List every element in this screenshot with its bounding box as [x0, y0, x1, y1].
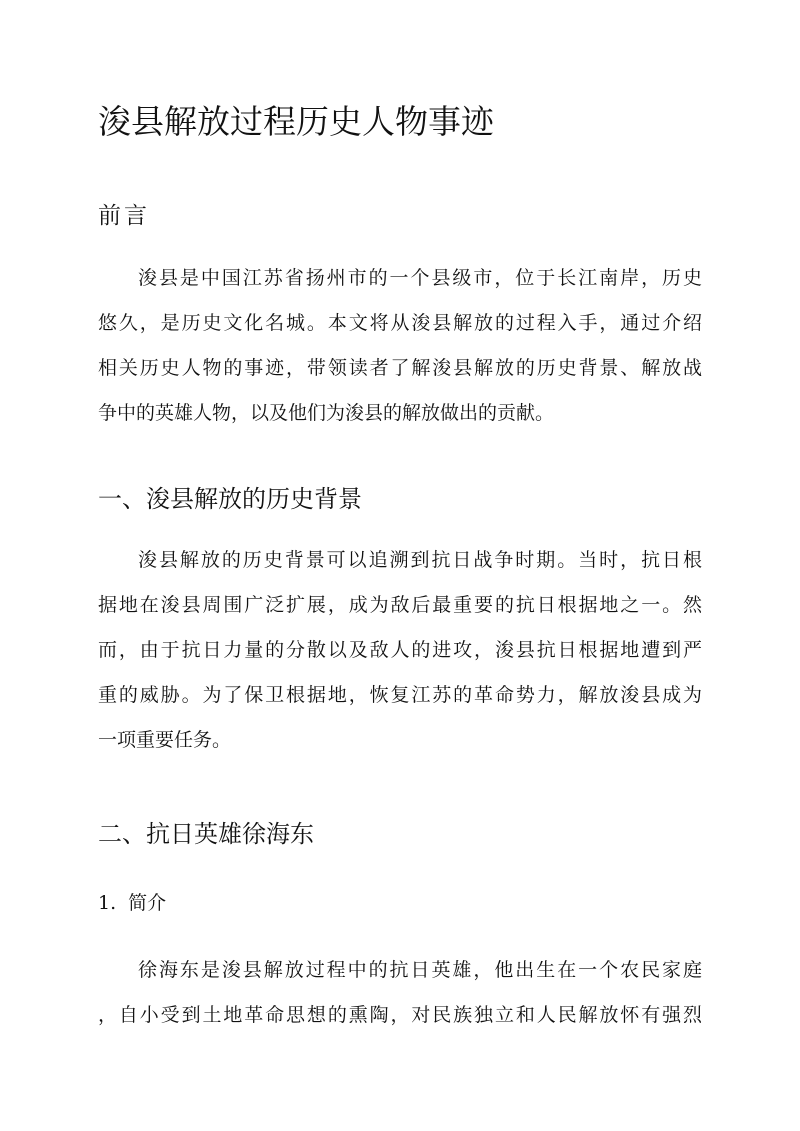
paragraph-line: 一项重要任务。 [98, 729, 232, 751]
section1-paragraph [98, 548, 702, 773]
paragraph-line: ，自小受到土地革命思想的熏陶，对民族独立和人民解放怀有强烈 [98, 1004, 702, 1026]
paragraph-line: 重的威胁。为了保卫根据地，恢复江苏的革命势力，解放浚县成为 [98, 684, 702, 706]
subsection-title: 简介 [128, 892, 167, 914]
section-heading-1: 一、浚县解放的历史背景 [98, 485, 362, 513]
subsection-number: 1. [98, 892, 117, 914]
section-heading-2: 二、抗日英雄徐海东 [98, 820, 314, 848]
paragraph-line: 而，由于抗日力量的分散以及敌人的进攻，浚县抗日根据地遭到严 [98, 639, 702, 661]
subsection-heading [98, 888, 166, 915]
paragraph-line: 徐海东是浚县解放过程中的抗日英雄，他出生在一个农民家庭 [138, 959, 702, 981]
paragraph-line: 悠久，是历史文化名城。本文将从浚县解放的过程入手，通过介绍 [98, 312, 702, 334]
paragraph-line: 据地在浚县周围广泛扩展，成为敌后最重要的抗日根据地之一。然 [98, 594, 702, 616]
paragraph-line: 相关历史人物的事迹，带领读者了解浚县解放的历史背景、解放战 [98, 357, 702, 379]
paragraph-line: 浚县解放的历史背景可以追溯到抗日战争时期。当时，抗日根 [138, 549, 702, 571]
preface-paragraph [98, 266, 702, 446]
paragraph-line: 浚县是中国江苏省扬州市的一个县级市，位于长江南岸，历史 [138, 267, 702, 289]
preface-heading: 前言 [98, 203, 150, 229]
subsection-paragraph [98, 958, 702, 1048]
document-title: 浚县解放过程历史人物事迹 [98, 102, 494, 141]
paragraph-line: 争中的英雄人物，以及他们为浚县的解放做出的贡献。 [98, 402, 555, 424]
